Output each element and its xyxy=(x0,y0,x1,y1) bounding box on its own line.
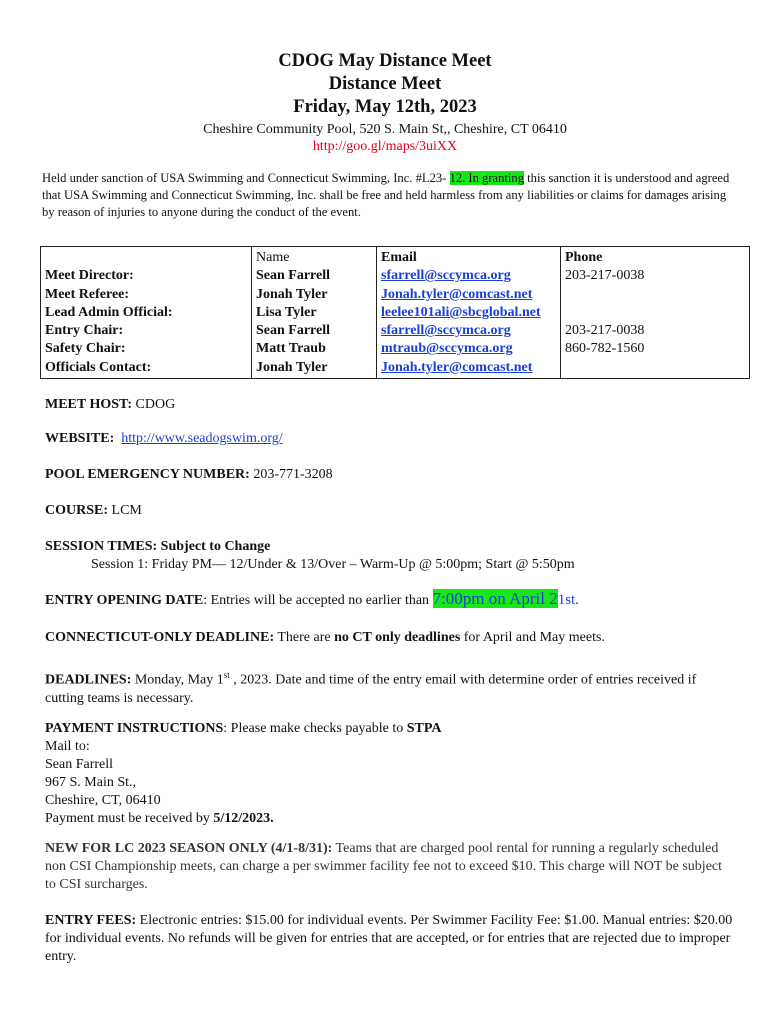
official-name: Sean Farrell xyxy=(256,323,331,339)
officials-table xyxy=(40,246,750,379)
payment-instructions xyxy=(45,720,735,828)
entry-opening-text: : Entries will be accepted no earlier than xyxy=(203,593,433,608)
role-label: Entry Chair: xyxy=(45,323,124,339)
official-name: Jonah Tyler xyxy=(256,359,328,375)
emails-column xyxy=(377,247,561,379)
official-phone: 860-782-1560 xyxy=(565,341,645,357)
sanction-text-end: this sanction it is understood and agreed that USA Swimming and Connecticut Swimming, Inc. shall be free and held harmless from any liabilities or claims for damages arising by reason of injuries to anyone during the conduct of the event. xyxy=(42,171,730,219)
payment-text: : Please make checks payable to xyxy=(223,721,407,736)
new-lc-label: NEW FOR LC 2023 SEASON ONLY (4/1-8/31): xyxy=(45,841,333,856)
official-phone xyxy=(565,304,745,322)
meet-host-label: MEET HOST: xyxy=(45,397,133,412)
email-header: Email xyxy=(381,250,417,265)
official-email-link[interactable]: leelee101ali@sbcglobal.net xyxy=(381,304,541,320)
official-phone xyxy=(565,286,745,304)
sanction-highlight: 12. In granting xyxy=(449,171,525,185)
new-lc-text: Teams that are charged pool rental for running a regularly scheduled non CSI Championship meets, can charge a per swimmer facility fee not to exceed $10. This charge will NOT be subject to CSI surcharges. xyxy=(45,841,723,892)
entry-fees-label: ENTRY FEES: xyxy=(45,913,137,928)
pool-emergency-value: 203-771-3208 xyxy=(249,467,333,482)
meet-subtitle: Distance Meet xyxy=(328,74,442,94)
ct-deadline-text: There are xyxy=(274,630,335,645)
meet-host xyxy=(45,396,735,414)
names-column xyxy=(252,247,377,379)
meet-title: CDOG May Distance Meet xyxy=(278,51,492,71)
payment-address-line: Sean Farrell xyxy=(45,757,114,772)
official-name: Jonah Tyler xyxy=(256,286,328,302)
pool-emergency-label: POOL EMERGENCY NUMBER: xyxy=(45,467,250,482)
roles-column xyxy=(41,247,252,379)
sanction-paragraph xyxy=(42,170,732,221)
deadlines-label: DEADLINES: xyxy=(45,672,132,688)
map-link-row xyxy=(0,138,770,155)
entry-opening-time-rest: 1st xyxy=(557,592,576,608)
meet-address: Cheshire Community Pool, 520 S. Main St,, Cheshire, CT 06410 xyxy=(203,122,567,137)
map-link[interactable]: http://goo.gl/maps/3uiXX xyxy=(312,139,458,154)
website-label: WEBSITE: xyxy=(45,431,115,446)
phones-column xyxy=(561,247,750,379)
official-email-link[interactable]: mtraub@sccymca.org xyxy=(381,341,513,357)
role-label: Lead Admin Official: xyxy=(45,304,173,320)
deadlines-text: Monday, May 1 xyxy=(131,672,224,688)
ct-deadline xyxy=(45,629,735,647)
entry-opening-end: . xyxy=(575,593,579,608)
table-row xyxy=(41,247,750,379)
deadlines xyxy=(45,666,735,708)
session-1: Session 1: Friday PM— 12/Under & 13/Over – Warm-Up @ 5:00pm; Start @ 5:50pm xyxy=(91,557,575,572)
ct-deadline-text-end: for April and May meets. xyxy=(460,630,605,645)
entry-fees xyxy=(45,912,735,966)
ct-deadline-label: CONNECTICUT-ONLY DEADLINE: xyxy=(45,630,275,645)
name-header: Name xyxy=(256,250,290,265)
meet-host-value: CDOG xyxy=(132,397,176,412)
role-label: Safety Chair: xyxy=(45,341,126,357)
entry-fees-text: Electronic entries: $15.00 for individual events. Per Swimmer Facility Fee: $1.00. Manual entries: $20.00 for individual events. No refunds will be given for entries that are accepted, or for entries that are rejected due to improper entry. xyxy=(45,913,733,964)
course-label: COURSE: xyxy=(45,503,109,518)
role-label: Officials Contact: xyxy=(45,359,152,375)
role-label: Meet Referee: xyxy=(45,286,130,302)
course-value: LCM xyxy=(108,503,142,518)
payment-received-text: Payment must be received by xyxy=(45,811,214,826)
phone-header: Phone xyxy=(565,250,603,265)
payment-address-line: 967 S. Main St., xyxy=(45,775,137,790)
website xyxy=(45,430,735,448)
pool-emergency xyxy=(45,466,735,484)
session-times-label: SESSION TIMES: Subject to Change xyxy=(45,539,271,554)
sanction-text-start: Held under sanction of USA Swimming and Connecticut Swimming, Inc. #L23- xyxy=(42,171,450,185)
session-times xyxy=(45,538,735,574)
official-phone: 203-217-0038 xyxy=(565,268,645,284)
official-email-link[interactable]: Jonah.tyler@comcast.net xyxy=(381,359,533,375)
payment-mail-to: Mail to: xyxy=(45,739,90,754)
entry-opening xyxy=(45,590,735,610)
payment-label: PAYMENT INSTRUCTIONS xyxy=(45,721,224,736)
entry-opening-time: 7:00pm on April 2 xyxy=(432,589,558,608)
official-name: Lisa Tyler xyxy=(256,304,317,320)
official-email-link[interactable]: Jonah.tyler@comcast.net xyxy=(381,286,533,302)
meet-date: Friday, May 12th, 2023 xyxy=(293,97,477,117)
ct-deadline-bold: no CT only deadlines xyxy=(334,630,461,645)
official-phone: 203-217-0038 xyxy=(565,323,645,339)
course xyxy=(45,502,735,520)
official-email-link[interactable]: sfarrell@sccymca.org xyxy=(381,268,511,284)
official-email-link[interactable]: sfarrell@sccymca.org xyxy=(381,323,511,339)
payment-payee: STPA xyxy=(406,721,442,736)
entry-opening-label: ENTRY OPENING DATE xyxy=(45,593,204,608)
website-link[interactable]: http://www.seadogswim.org/ xyxy=(121,431,283,446)
deadlines-sup: st xyxy=(223,670,230,680)
payment-received-date: 5/12/2023. xyxy=(213,811,274,826)
new-lc-season xyxy=(45,840,735,894)
payment-address-line: Cheshire, CT, 06410 xyxy=(45,793,161,808)
role-label: Meet Director: xyxy=(45,268,134,284)
official-name: Sean Farrell xyxy=(256,268,331,284)
official-name: Matt Traub xyxy=(256,341,326,357)
deadlines-text-end: , 2023. Date and time of the entry email with determine order of entries received if cutting teams is necessary. xyxy=(45,672,697,706)
